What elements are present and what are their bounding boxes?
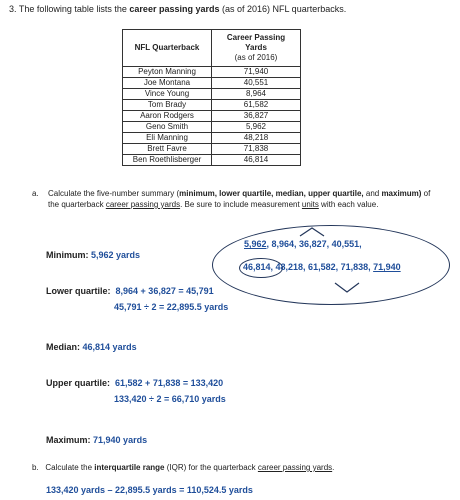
sorted-line-1-rest: , 8,964, 36,827, 40,551, xyxy=(266,239,362,249)
question-text-pre: The following table lists the xyxy=(18,4,130,14)
qb-yards: 71,838 xyxy=(212,144,301,155)
qb-yards: 46,814 xyxy=(212,155,301,166)
median-answer xyxy=(46,342,137,352)
part-a-bold-2: maximum) xyxy=(381,189,422,198)
sorted-min-value: 5,962 xyxy=(244,239,267,249)
part-a-bold-1: minimum, lower quartile, median, upper quartile, xyxy=(179,189,364,198)
maximum-answer xyxy=(46,435,147,445)
qb-yards: 5,962 xyxy=(212,122,301,133)
minimum-label: Minimum: xyxy=(46,250,89,260)
qb-name: Ben Roethlisberger xyxy=(123,155,212,166)
qb-yards: 48,218 xyxy=(212,133,301,144)
part-b-label: b. xyxy=(32,463,39,472)
part-b-underline: career passing yards xyxy=(257,463,333,472)
question-text-bold: career passing yards xyxy=(129,4,220,14)
lower-quartile-line-2: 45,791 ÷ 2 = 22,895.5 yards xyxy=(114,302,229,312)
qb-yards: 36,827 xyxy=(212,111,301,122)
sorted-line-2-rest: , 48,218, 61,582, 71,838, xyxy=(270,262,374,272)
part-a-text-2: and xyxy=(363,189,382,198)
upper-half-caret xyxy=(300,228,324,236)
maximum-value: 71,940 yards xyxy=(93,435,148,445)
part-a-underline-1: career passing yards xyxy=(105,200,181,209)
minimum-value: 5,962 yards xyxy=(91,250,141,260)
upper-quartile-label: Upper quartile: xyxy=(46,378,111,388)
upper-quartile-answer xyxy=(46,378,223,388)
iqr-answer: 133,420 yards – 22,895.5 yards = 110,524.5 yards xyxy=(46,485,253,495)
minimum-answer xyxy=(46,250,140,260)
sorted-data-line-1 xyxy=(244,239,362,249)
part-a-text-5: with each value. xyxy=(318,200,379,209)
question-number: 3. xyxy=(9,4,17,14)
qb-yards: 71,940 xyxy=(212,67,301,78)
part-b-bold: interquartile range xyxy=(94,463,165,472)
qb-name: Geno Smith xyxy=(123,122,212,133)
lower-quartile-label: Lower quartile: xyxy=(46,286,111,296)
part-b-text-2: (IQR) for the quarterback xyxy=(164,463,258,472)
lower-half-caret xyxy=(335,283,359,292)
qb-name: Peyton Manning xyxy=(123,67,212,78)
part-a-text-3: of the quarterback xyxy=(48,189,431,209)
qb-name: Eli Manning xyxy=(123,133,212,144)
maximum-label: Maximum: xyxy=(46,435,91,445)
qb-name: Vince Young xyxy=(123,89,212,100)
sorted-median-value: 46,814 xyxy=(243,262,271,272)
header-yards-line2: (as of 2016) xyxy=(234,53,278,62)
lower-quartile-line-1: 8,964 + 36,827 = 45,791 xyxy=(115,286,214,296)
qb-name: Tom Brady xyxy=(123,100,212,111)
header-quarterback: NFL Quarterback xyxy=(123,30,212,67)
part-b-text-1: Calculate the xyxy=(45,463,95,472)
header-yards-line1: Career Passing Yards xyxy=(226,33,286,52)
qb-name: Joe Montana xyxy=(123,78,212,89)
part-a-text-4: . Be sure to include measurement xyxy=(180,200,302,209)
qb-name: Brett Favre xyxy=(123,144,212,155)
sorted-max-value: 71,940 xyxy=(373,262,401,272)
qb-yards: 40,551 xyxy=(212,78,301,89)
upper-quartile-line-2: 133,420 ÷ 2 = 66,710 yards xyxy=(114,394,226,404)
part-a-label: a. xyxy=(32,189,39,198)
part-a-text-1: Calculate the five-number summary ( xyxy=(48,189,180,198)
part-b-prompt xyxy=(32,463,334,472)
qb-yards: 8,964 xyxy=(212,89,301,100)
sorted-data-line-2 xyxy=(243,262,401,272)
qb-name: Aaron Rodgers xyxy=(123,111,212,122)
part-a-underline-2: units xyxy=(301,200,319,209)
upper-quartile-line-1: 61,582 + 71,838 = 133,420 xyxy=(115,378,224,388)
lower-quartile-answer xyxy=(46,286,214,296)
qb-yards: 61,582 xyxy=(212,100,301,111)
question-text-post: (as of 2016) NFL quarterbacks. xyxy=(219,4,347,14)
median-label: Median: xyxy=(46,342,81,352)
median-value: 46,814 yards xyxy=(82,342,137,352)
part-b-text-3: . xyxy=(332,463,335,472)
